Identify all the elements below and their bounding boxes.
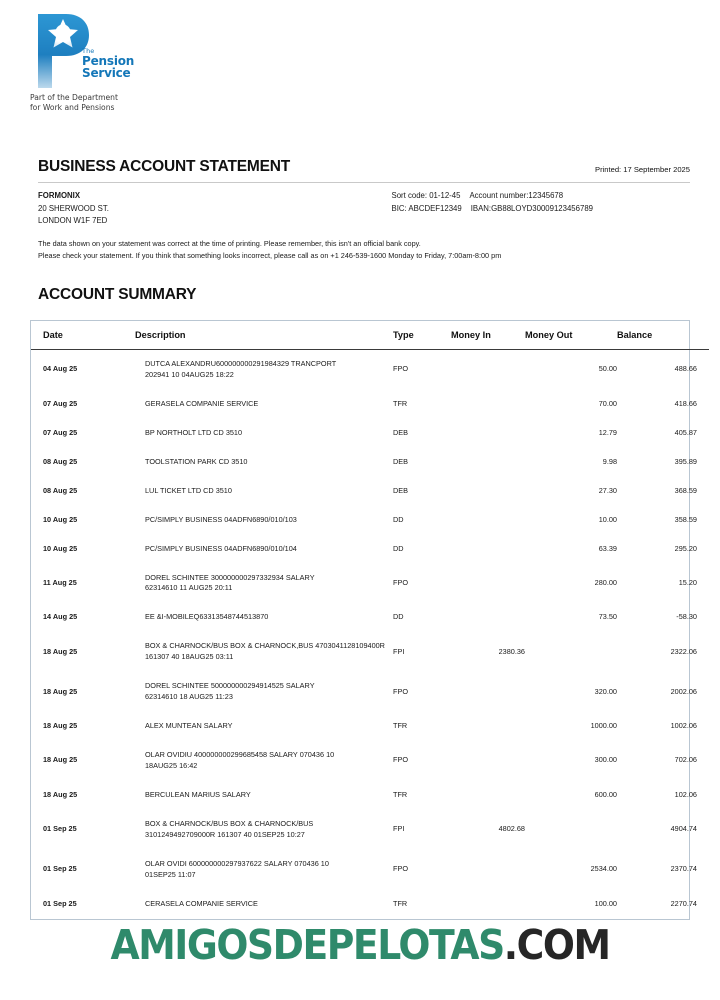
table-row: [31, 781, 709, 810]
cell-money-out: 12.79: [598, 427, 617, 437]
table-row: [31, 419, 709, 448]
cell-date: 08 Aug 25: [43, 485, 78, 495]
cell-money-in: [451, 781, 525, 810]
account-identifiers: [392, 190, 691, 228]
watermark-primary-text: AMIGOSDEPELOTAS: [110, 921, 504, 969]
description-line-1: GERASELA COMPANIE SERVICE: [145, 398, 259, 408]
table-row: [31, 672, 709, 712]
table-header-row: [31, 321, 709, 350]
cell-balance: 2270.74: [670, 898, 697, 908]
cell-type: DEB: [393, 427, 409, 437]
cell-money-in: [451, 448, 525, 477]
table-row: [31, 506, 709, 535]
cell-description: [127, 535, 393, 564]
cell-money-out: 600.00: [594, 789, 617, 799]
cell-date: 18 Aug 25: [43, 721, 78, 731]
logo-department-line-2: for Work and Pensions: [30, 103, 115, 113]
description-line-1: BOX & CHARNOCK/BUS BOX & CHARNOCK,BUS 4703041128109400R: [145, 641, 385, 651]
cell-date: 18 Aug 25: [43, 789, 78, 799]
description-line-1: DUTCA ALEXANDRU600000000291984329 TRANCPORT: [145, 359, 337, 368]
sort-code-value: 01-12-45: [429, 191, 461, 200]
cell-description: [127, 390, 393, 419]
cell-money-out: 70.00: [598, 398, 617, 408]
cell-type: DD: [393, 612, 404, 622]
cell-balance: 15.20: [678, 577, 697, 587]
description-line-1: DOREL SCHINTEE 300000000297332934 SALARY: [145, 572, 315, 582]
document-title-row: [38, 158, 690, 176]
cell-money-out: 2534.00: [590, 864, 617, 874]
account-holder-address-line-2: LONDON W1F 7ED: [38, 216, 108, 226]
cell-description: [127, 506, 393, 535]
description-line-2: 62314610 18 AUG25 11:23: [145, 692, 233, 702]
description-line-1: BOX & CHARNOCK/BUS BOX & CHARNOCK/BUS: [145, 818, 314, 828]
cell-type: DEB: [393, 456, 409, 466]
cell-description: [127, 603, 393, 632]
table-row: [31, 850, 709, 890]
cell-money-in: [451, 603, 525, 632]
cell-balance: 295.20: [674, 543, 697, 553]
description-line-1: EE &I-MOBILEQ63313548744513870: [145, 612, 269, 622]
cell-description: [127, 672, 393, 712]
description-line-1: PC/SIMPLY BUSINESS 04ADFN6890/010/104: [145, 543, 297, 553]
account-summary-heading: ACCOUNT SUMMARY: [38, 286, 197, 303]
cell-type: FPO: [393, 864, 408, 874]
cell-type: FPO: [393, 755, 408, 765]
logo-word-pension: Pension: [82, 53, 135, 68]
description-line-1: BP NORTHOLT LTD CD 3510: [145, 427, 243, 437]
description-line-1: TOOLSTATION PARK CD 3510: [145, 456, 248, 466]
column-header-money-in: Money In: [451, 321, 525, 350]
cell-money-in: [451, 672, 525, 712]
cell-money-in: 4802.68: [498, 824, 525, 834]
cell-date: 08 Aug 25: [43, 456, 78, 466]
column-header-balance: Balance: [617, 321, 709, 350]
cell-balance: 488.66: [674, 364, 697, 374]
cell-type: FPO: [393, 686, 408, 696]
cell-balance: 395.89: [674, 456, 697, 466]
page-title: BUSINESS ACCOUNT STATEMENT: [38, 158, 290, 175]
table-row: [31, 535, 709, 564]
cell-type: TFR: [393, 898, 408, 908]
transactions-table-body: [31, 350, 709, 919]
cell-balance: 405.87: [674, 427, 697, 437]
description-line-2: 18AUG25 16:42: [145, 760, 198, 770]
cell-description: [127, 448, 393, 477]
cell-money-in: [451, 890, 525, 919]
bic-and-iban: [392, 203, 594, 216]
cell-money-out: 27.30: [598, 485, 617, 495]
cell-money-in: [451, 506, 525, 535]
account-holder-name: FORMONIX: [38, 191, 81, 200]
cell-money-out: 320.00: [594, 686, 617, 696]
description-line-1: CERASELA COMPANIE SERVICE: [145, 898, 258, 908]
description-line-1: OLAR OVIDI 600000000297937622 SALARY 070436 10: [145, 858, 329, 868]
table-row: [31, 712, 709, 741]
cell-balance: 102.06: [674, 789, 697, 799]
description-line-1: OLAR OVIDIU 400000000299685458 SALARY 070436 10: [145, 750, 335, 759]
cell-date: 14 Aug 25: [43, 612, 78, 622]
description-line-2: 3101249492709000R 161307 40 01SEP25 10:27: [145, 829, 305, 839]
sort-code-and-account-number: [392, 190, 594, 203]
table-row: [31, 810, 709, 850]
cell-balance: 4904.74: [670, 824, 697, 834]
cell-description: [127, 350, 393, 390]
cell-date: 07 Aug 25: [43, 398, 78, 408]
cell-money-in: [451, 564, 525, 604]
description-line-2: 01SEP25 11:07: [145, 869, 196, 879]
iban-value: GB88LOYD30009123456789: [491, 203, 593, 213]
cell-balance: 368.59: [674, 485, 697, 495]
table-row: [31, 632, 709, 672]
cell-money-in: [451, 419, 525, 448]
cell-balance: 418.66: [674, 398, 697, 408]
cell-money-out: 73.50: [598, 612, 617, 622]
printed-date: Printed: 17 September 2025: [595, 165, 690, 174]
logo-wordmark: [82, 48, 134, 80]
cell-description: [127, 890, 393, 919]
cell-date: 07 Aug 25: [43, 427, 78, 437]
logo-department-line-1: Part of the Department: [30, 93, 118, 102]
column-header-type: Type: [393, 321, 451, 350]
cell-money-in: [451, 350, 525, 390]
description-line-1: DOREL SCHINTEE 500000000294914525 SALARY: [145, 681, 315, 691]
column-header-description: Description: [127, 321, 393, 350]
disclaimer-line-1: The data shown on your statement was correct at the time of printing. Please remember, this isn't an official bank copy.: [38, 239, 421, 248]
description-line-1: BERCULEAN MARIUS SALARY: [145, 789, 251, 799]
cell-date: 18 Aug 25: [43, 646, 78, 656]
account-holder-address-line-1: 20 SHERWOOD ST.: [38, 203, 109, 213]
disclaimer-line-2: Please check your statement. If you think that something looks incorrect, please call as on +1 246-539-1600 Monday to Friday, 7:00am-8:00 pm: [38, 250, 502, 260]
cell-description: [127, 477, 393, 506]
cell-date: 10 Aug 25: [43, 514, 78, 524]
description-line-1: LUL TICKET LTD CD 3510: [145, 485, 232, 495]
cell-date: 11 Aug 25: [43, 577, 77, 587]
transactions-table-head: [31, 321, 709, 350]
cell-date: 01 Sep 25: [43, 864, 77, 874]
table-row: [31, 477, 709, 506]
description-line-2: 202941 10 04AUG25 18:22: [145, 369, 234, 379]
cell-balance: 2002.06: [670, 686, 697, 696]
cell-date: 04 Aug 25: [43, 364, 78, 374]
cell-type: FPI: [393, 824, 405, 834]
cell-type: FPO: [393, 364, 408, 374]
cell-balance: 2370.74: [670, 864, 697, 874]
iban-label: IBAN:: [470, 203, 492, 213]
cell-date: 01 Sep 25: [43, 824, 77, 834]
description-line-2: 62314610 11 AUG25 20:11: [145, 583, 233, 593]
cell-money-out: 280.00: [594, 577, 617, 587]
column-header-money-out: Money Out: [525, 321, 617, 350]
cell-type: DD: [393, 543, 404, 553]
cell-balance: 1002.06: [670, 721, 697, 731]
cell-money-out: 9.98: [602, 456, 617, 466]
table-row: [31, 390, 709, 419]
cell-money-out: 50.00: [598, 364, 617, 374]
table-row: [31, 741, 709, 781]
site-watermark: [29, 921, 691, 969]
cell-type: TFR: [393, 398, 408, 408]
cell-money-in: [451, 535, 525, 564]
table-row: [31, 564, 709, 604]
cell-date: 10 Aug 25: [43, 543, 78, 553]
cell-type: DD: [393, 514, 404, 524]
cell-type: FPI: [393, 646, 405, 656]
sort-code-label: Sort code:: [391, 191, 428, 200]
cell-money-out: 100.00: [594, 898, 617, 908]
cell-money-in: 2380.36: [498, 646, 525, 656]
table-row: [31, 350, 709, 390]
cell-type: TFR: [393, 721, 408, 731]
description-line-1: ALEX MUNTEAN SALARY: [145, 721, 233, 731]
cell-money-in: [451, 741, 525, 781]
description-line-2: 161307 40 18AUG25 03:11: [145, 652, 234, 662]
table-row: [31, 603, 709, 632]
cell-description: [127, 632, 393, 672]
account-number-value: 12345678: [528, 191, 564, 200]
cell-description: [127, 781, 393, 810]
cell-balance: 702.06: [674, 755, 697, 765]
cell-money-out: 1000.00: [590, 721, 617, 731]
cell-date: 18 Aug 25: [43, 755, 78, 765]
cell-money-out: [525, 810, 617, 850]
cell-balance: 358.59: [674, 514, 697, 524]
logo-word-service: Service: [82, 66, 131, 81]
account-info-row: [38, 190, 690, 228]
cell-description: [127, 564, 393, 604]
transactions-table: [31, 321, 709, 919]
statement-disclaimer: [38, 238, 690, 262]
cell-balance: -58.30: [676, 612, 697, 622]
cell-type: FPO: [393, 577, 408, 587]
bic-label: BIC:: [391, 203, 407, 213]
description-line-1: PC/SIMPLY BUSINESS 04ADFN6890/010/103: [145, 514, 297, 524]
cell-money-out: 300.00: [594, 755, 617, 765]
bic-value: ABCDEF12349: [408, 203, 462, 213]
cell-description: [127, 741, 393, 781]
account-number-label: Account number:: [469, 191, 529, 200]
cell-description: [127, 850, 393, 890]
cell-money-in: [451, 477, 525, 506]
cell-description: [127, 419, 393, 448]
cell-description: [127, 810, 393, 850]
cell-type: DEB: [393, 485, 409, 495]
cell-money-out: [525, 632, 617, 672]
logo-word-the: The: [82, 47, 95, 55]
brand-logo: [30, 12, 180, 114]
transactions-table-container: [30, 320, 697, 920]
header-divider: [38, 182, 690, 183]
cell-money-in: [451, 850, 525, 890]
cell-balance: 2322.06: [670, 646, 697, 656]
cell-description: [127, 712, 393, 741]
cell-date: 18 Aug 25: [43, 686, 78, 696]
cell-money-out: 10.00: [598, 514, 617, 524]
table-row: [31, 890, 709, 919]
cell-type: TFR: [393, 789, 408, 799]
table-row: [31, 448, 709, 477]
cell-money-in: [451, 390, 525, 419]
cell-money-out: 63.39: [598, 543, 617, 553]
column-header-date: Date: [31, 321, 127, 350]
cell-date: 01 Sep 25: [43, 898, 77, 908]
account-holder-address: [38, 190, 109, 228]
cell-money-in: [451, 712, 525, 741]
watermark-suffix-text: .COM: [503, 921, 610, 969]
logo-department-strapline: [30, 93, 160, 114]
